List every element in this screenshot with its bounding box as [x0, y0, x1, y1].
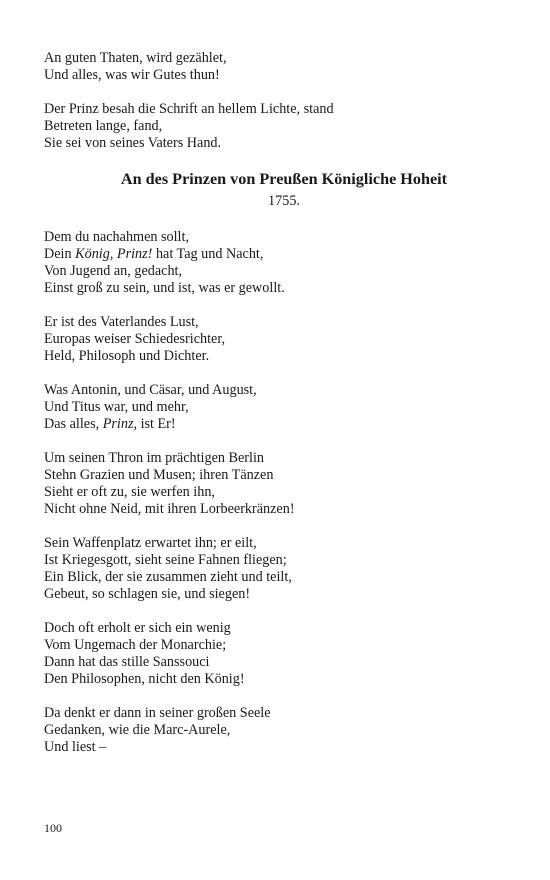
poem-line: Den Philosophen, nicht den König! — [44, 671, 245, 687]
poem-line: Ist Kriegesgott, sieht seine Fahnen fliegen; — [44, 552, 287, 568]
page-body — [44, 50, 504, 773]
poem-line: Sein Waffenplatz erwartet ihn; er eilt, — [44, 535, 257, 551]
poem-line: Vom Ungemach der Monarchie; — [44, 637, 227, 653]
poem-line: Einst groß zu sein, und ist, was er gewollt. — [44, 280, 285, 296]
poem-stanza — [44, 450, 504, 518]
poem-stanza — [44, 535, 504, 603]
poem-line: Er ist des Vaterlandes Lust, — [44, 314, 199, 330]
poem-stanza — [44, 705, 504, 756]
prev-poem-line: Betreten lange, fand, — [44, 118, 163, 134]
prev-poem-stanza — [44, 50, 504, 84]
prev-poem-line: Und alles, was wir Gutes thun! — [44, 67, 220, 83]
poem-line: Dann hat das stille Sanssouci — [44, 654, 210, 670]
poem-title: An des Prinzen von Preußen Königliche Hoheit — [120, 170, 448, 188]
poem-line: Und liest – — [44, 739, 107, 755]
prev-poem-line: An guten Thaten, wird gezählet, — [44, 50, 227, 66]
poem-line: Ein Blick, der sie zusammen zieht und teilt, — [44, 569, 292, 585]
poem-line: Um seinen Thron im prächtigen Berlin — [44, 450, 264, 466]
poem-line: Gebeut, so schlagen sie, und siegen! — [44, 586, 251, 602]
poem-stanza — [44, 620, 504, 688]
italic-text: König, Prinz! — [75, 246, 153, 262]
prev-poem-stanza — [44, 101, 504, 152]
poem-line: Stehn Grazien und Musen; ihren Tänzen — [44, 467, 274, 483]
poem-line: Nicht ohne Neid, mit ihren Lorbeerkränzen! — [44, 501, 295, 517]
poem-stanza — [44, 314, 504, 365]
poem-body — [44, 229, 504, 756]
poem-line: Sieht er oft zu, sie werfen ihn, — [44, 484, 215, 500]
poem-line: Europas weiser Schiedesrichter, — [44, 331, 226, 347]
poem-heading — [44, 169, 504, 210]
poem-stanza — [44, 382, 504, 433]
poem-line: Doch oft erholt er sich ein wenig — [44, 620, 231, 636]
poem-line: Held, Philosoph und Dichter. — [44, 348, 210, 364]
line-text: hat Tag und Nacht, — [152, 246, 264, 262]
line-text: Dein — [44, 246, 76, 262]
poem-line: Gedanken, wie die Marc-Aurele, — [44, 722, 231, 738]
poem-line: Dem du nachahmen sollt, — [44, 229, 189, 245]
line-text: Das alles, — [44, 416, 103, 432]
page-number: 100 — [44, 821, 62, 835]
prev-poem-line: Sie sei von seines Vaters Hand. — [44, 135, 222, 151]
line-text: ist Er! — [137, 416, 176, 432]
poem-line: Was Antonin, und Cäsar, und August, — [44, 382, 257, 398]
poem-stanza — [44, 229, 504, 297]
poem-line — [44, 246, 504, 263]
previous-poem-ending — [44, 50, 504, 152]
poem-line: Und Titus war, und mehr, — [44, 399, 189, 415]
italic-text: Prinz, — [102, 416, 138, 432]
poem-year: 1755. — [268, 193, 300, 209]
poem-line: Da denkt er dann in seiner großen Seele — [44, 705, 271, 721]
prev-poem-line: Der Prinz besah die Schrift an hellem Lichte, stand — [44, 101, 334, 117]
poem-line — [44, 416, 504, 433]
poem-line: Von Jugend an, gedacht, — [44, 263, 183, 279]
